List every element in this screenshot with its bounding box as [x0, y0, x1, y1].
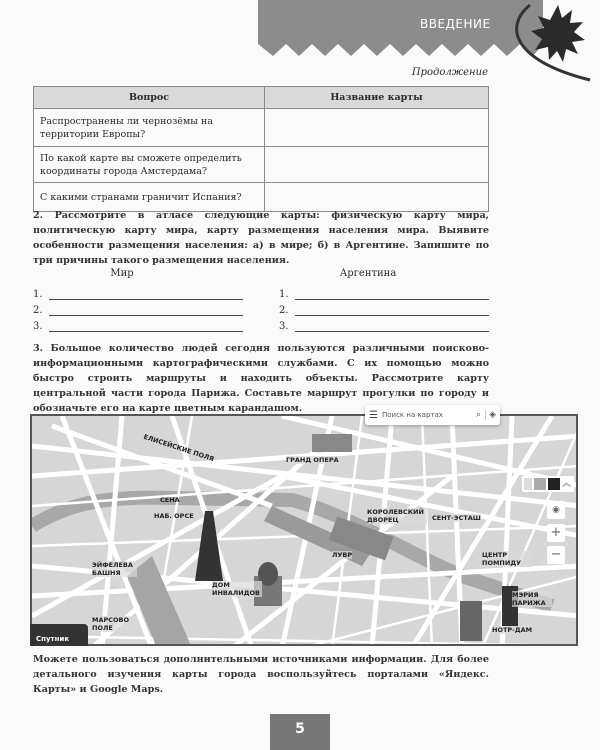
answer-line[interactable] [279, 300, 489, 316]
paris-map[interactable] [30, 414, 578, 646]
satellite-layer-icon[interactable] [548, 478, 560, 490]
world-column-title: Мир [110, 268, 134, 279]
landmark-label[interactable]: СЕНТ-ЭСТАШ [432, 514, 481, 522]
task2-text [33, 208, 489, 268]
answer-cell[interactable] [265, 147, 489, 183]
zoom-in-button[interactable]: + [547, 524, 565, 542]
page-number: 5 [270, 714, 330, 750]
map-streets [32, 416, 578, 646]
line-number: 3. [279, 321, 289, 332]
landmark-label[interactable]: ЛУВР [332, 551, 353, 559]
landmark-label[interactable]: КОРОЛЕВСКИЙ ДВОРЕЦ [367, 508, 427, 524]
satellite-button[interactable]: Спутник [30, 624, 88, 646]
continued-label: Продолжение [411, 67, 488, 78]
map-layer-icon[interactable] [534, 478, 546, 490]
collapse-chevron-icon[interactable]: ︽ [562, 479, 572, 489]
answer-cell[interactable] [265, 109, 489, 147]
section-title: ВВЕДЕНИЕ [420, 17, 491, 31]
landmark-label[interactable]: НОТР-ДАМ [492, 626, 533, 634]
street-label: НАБ. ОРСЕ [154, 512, 194, 520]
line-number: 2. [33, 305, 43, 316]
landmark-label[interactable]: ЦЕНТР ПОМПИДУ [482, 551, 532, 567]
zoom-out-button[interactable]: − [547, 546, 565, 564]
task3-body: Большое количество людей сегодня пользуются различными поисково-информационными картографическими службами. С их помощью можно быстро строить маршруты и находить объекты. Рассмотрите карту центральной части города Парижа. Составьте маршрут прогулки по городу и обозначьте его на карте цветным карандашом. [33, 343, 489, 414]
line-number: 3. [33, 321, 43, 332]
task2-body: Рассмотрите в атласе следующие карты: физическую карту мира, политическую карту мира, карту размещения населения мира. Выявите особенности размещения населения: а) в мире; б) в Аргентине. Запишите по три причины такого размещения населения. [33, 210, 490, 266]
answer-line[interactable] [33, 300, 243, 316]
table-row [34, 109, 489, 147]
search-icon[interactable]: ⌕ [476, 410, 482, 420]
question-cell: По какой карте вы сможете определить координаты города Амстердама? [34, 147, 265, 183]
answer-line[interactable] [279, 284, 489, 300]
answer-line[interactable] [33, 284, 243, 300]
question-cell: С какими странами граничит Испания? [34, 183, 265, 212]
map-search-bar[interactable] [365, 405, 500, 425]
map-search-input[interactable]: Поиск на картах [381, 411, 443, 419]
question-cell: Распространены ли чернозёмы на территории Европы? [34, 109, 265, 147]
line-number: 1. [33, 289, 43, 300]
footer-text: Можете пользоваться дополнительными источниками информации. Для более детального изучения карты города воспользуйтесь порталами «Яндекс. Карты» и Google Maps. [33, 654, 489, 695]
street-label: ЕЛИСЕЙСКИЕ ПОЛЯ [142, 432, 215, 464]
column-header: Вопрос [34, 87, 265, 109]
line-number: 2. [279, 305, 289, 316]
world-answers [33, 284, 243, 332]
table-header-row [34, 87, 489, 109]
route-icon[interactable]: ◈ [485, 410, 496, 420]
questions-table [33, 86, 489, 212]
menu-icon[interactable]: ☰ [369, 409, 378, 421]
answer-line[interactable] [33, 316, 243, 332]
landmark-label[interactable]: ДОМ ИНВАЛИДОВ [212, 581, 262, 597]
table-row [34, 147, 489, 183]
locate-me-icon[interactable]: ◉ [547, 501, 565, 519]
argentina-column-title: Аргентина [339, 268, 397, 279]
landmark-label[interactable]: ЭЙФЕЛЕВА БАШНЯ [92, 561, 137, 577]
street-label: СЕНА [160, 496, 180, 504]
landmark-label[interactable]: ГРАНД ОПЕРА [286, 456, 339, 464]
pedestrian-icon[interactable] [524, 478, 532, 490]
landmark-label[interactable]: МЭРИЯ ПАРИЖА [512, 591, 552, 607]
task2-number: 2. [33, 210, 44, 221]
landmark-label[interactable]: МАРСОВО ПОЛЕ [92, 616, 137, 632]
line-number: 1. [279, 289, 289, 300]
argentina-answers [279, 284, 489, 332]
star-emblem-icon [500, 0, 600, 85]
answer-line[interactable] [279, 316, 489, 332]
task3-number: 3. [33, 343, 44, 354]
column-header: Название карты [265, 87, 489, 109]
layer-switcher[interactable] [522, 476, 574, 492]
